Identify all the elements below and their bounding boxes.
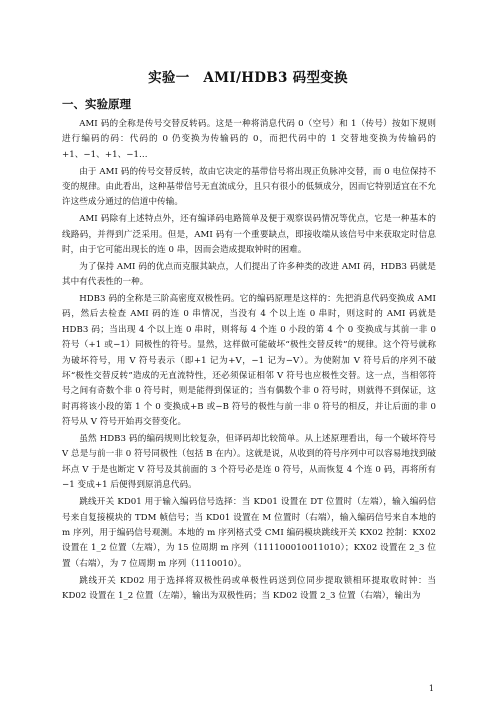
page-title: 实验一 AMI/HDB3 码型变换	[148, 70, 348, 86]
paragraph: 跳线开关 KD02 用于选择将双极性码或单极性码送到位同步提取锁相环提取收时钟：当 KD02 设置在 1_2 位置（左端），输出为双极性码；当 KD02 设置 2_3 位置（右端），输出为	[62, 575, 436, 601]
section-heading: 一、实验原理	[62, 97, 131, 111]
paragraph: AMI 码除有上述特点外，还有编译码电路简单及便于观察误码情况等优点，它是一种基本的线路码，并得到广泛采用。但是，AMI 码有一个重要缺点，即接收端从该信号中来获取定时信息时，由于它可能出现长的连 0 串，因而会造成提取钟时的困难。	[62, 214, 436, 256]
paragraph: HDB3 码的全称是三阶高密度双极性码。它的编码原理是这样的：先把消息代码变换成 AMI 码，然后去检查 AMI 码的连 0 串情况，当没有 4 个以上连 0 串时，则这时的 AMI 码就是 HDB3 码；当出现 4 个以上连 0 串时，则将每 4 个连 0 小段的第 4 个 0 变换成与其前一非 0 符号（+1 或−1）同极性的符号。显然，这样做可能破坏“极性交替反转”的规律。这个符号就称为破坏符号，用 V 符号表示（即+1 记为+V，−1 记为−V）。为使附加 V 符号后的序列不破坏“极性交替反转”造成的无直流特性，还必须保证相邻 V 符号也应极性交替。这一点，当相邻符号之间有奇数个非 0 符号时，则是能得到保证的；当有偶数个非 0 符号时，则就得不到保证，这时再将该小段的第 1 个 0 变换成+B 或−B 符号的极性与前一非 0 符号的相反，并让后面的非 0 符号从 V 符号开始再交替变化。	[62, 294, 436, 428]
paragraph: 由于 AMI 码的传号交替反转，故由它决定的基带信号将出现正负脉冲交替，而 0 电位保持不变的规律。由此看出，这种基带信号无直流成分，且只有很小的低频成分，因而它特别适宜在不允许这些成分通过的信道中传输。	[62, 166, 436, 208]
body-text	[62, 117, 436, 606]
paragraph: AMI 码的全称是传号交替反转码。这是一种将消息代码 0（空号）和 1（传号）按如下规则进行编码的码：代码的 0 仍变换为传输码的 0，而把代码中的 1 交替地变换为传输码的+1、−1、+1、−1…	[62, 119, 436, 160]
paragraph: 跳线开关 KD01 用于输入编码信号选择：当 KD01 设置在 DT 位置时（左端），输入编码信号来自复接模块的 TDM 帧信号；当 KD01 设置在 M 位置时（右端），输入编码信号来自本地的 m 序列，用于编码信号观测。本地的 m 序列格式受 CMI 编码模块跳线开关 KX02 控制：KX02 设置在 1_2 位置（左端），为 15 位周期 m 序列（111100010011010）；KX02 设置在 2_3 位置（右端），为 7 位周期 m 序列（1110010）。	[62, 497, 436, 569]
paragraph: 虽然 HDB3 码的编码规则比较复杂，但译码却比较简单。从上述原理看出，每一个破坏符号 V 总是与前一非 0 符号同极性（包括 B 在内）。这就是说，从收到的符号序列中可以容易地找到破坏点 V 于是也断定 V 符号及其前面的 3 个符号必是连 0 符号，从而恢复 4 个连 0 码，再将所有−1 变成+1 后便得到原消息代码。	[62, 434, 436, 491]
page-number: 1	[428, 684, 434, 693]
paragraph: 为了保持 AMI 码的优点而克服其缺点，人们提出了许多种类的改进 AMI 码，HDB3 码就是其中有代表性的一种。	[62, 261, 436, 288]
